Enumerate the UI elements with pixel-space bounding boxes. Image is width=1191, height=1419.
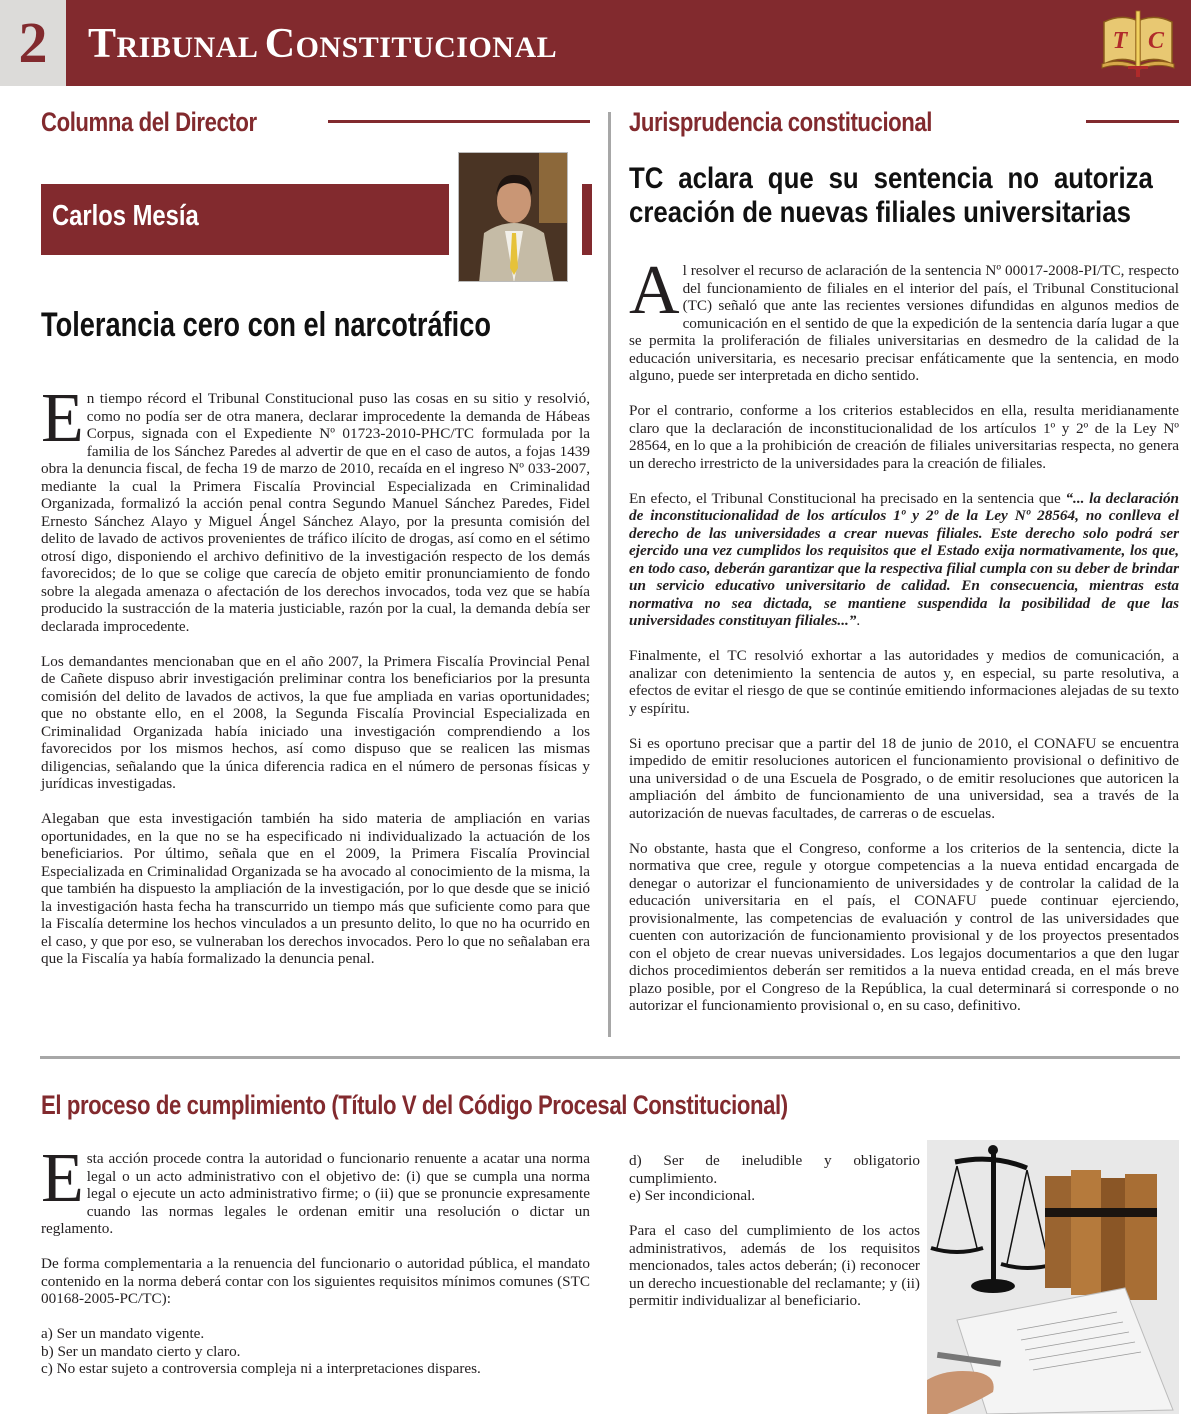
article-body-director: [41, 380, 590, 985]
requirement-item: a) Ser un mandato vigente.: [41, 1325, 205, 1342]
section-title-jurisprudence: Jurisprudencia constitucional: [629, 107, 933, 137]
justice-scales-books-photo: [927, 1140, 1179, 1414]
article-paragraph: Para el caso del cumplimiento de los actos administrativos, además de los requisitos mencionados, tales actos deberán; (i) reconocer un derecho incuestionable del reclamante; y (ii) permitir individualizar al beneficiario.: [629, 1222, 920, 1309]
article-headline-narcotrafico: Tolerancia cero con el narcotráfico: [41, 306, 491, 344]
article-paragraph: De forma complementaria a la renuencia del funcionario o autoridad pública, el mandato contenido en la norma deberá contar con los siguientes requisitos mínimos comunes (STC 00168-2005-PC/TC):: [41, 1255, 590, 1307]
masthead: [0, 0, 1191, 86]
person-portrait-icon: [459, 153, 568, 282]
author-portrait: [458, 152, 568, 282]
article-paragraph: Los demandantes mencionaban que en el año 2007, la Primera Fiscalía Provincial Penal de Cañete dispuso abrir investigación preliminar contra los beneficiarios por la presunta comisión del delito de lavados de activos, la que fue ampliada en varias oportunidades; que no obstante ello, en el 2008, la Segunda Fiscalía Provincial Especializada en Criminalidad Organizada había iniciado una investigación comprendiendo a los favorecidos por los mismos hechos, así como dispuso que se realicen las mismas diligencias, señalando que la única diferencia radica en el número de personas físicas y jurídicas investigadas.: [41, 652, 590, 792]
requirements-list-continued: [629, 1152, 920, 1205]
article-paragraph: Alegaban que esta investigación también ha sido materia de ampliación en varias oportunidades, en la que no se ha especificado ni individualizado la actuación de los beneficiarios. Por último, señala que en el 2009, la Primera Fiscalía Provincial Especializada en Criminalidad Organizada se ha avocado al conocimiento de la misma, la que también ha dispuesto la ampliación de la investigación, por lo que desde que se inició la investigación hasta fecha ha transcurrido un tiempo más que suficiente como para que la Fiscalía determine los hechos vinculados a un presunto delito, lo que no ha ocurrido en el caso, y que por eso, se vulneraban los derechos invocados. Pero lo que no señalaban era que la Fiscalía ya había formalizado la denuncia penal.: [41, 810, 590, 967]
article-paragraph: Esta acción procede contra la autoridad o funcionario renuente a acatar una norma legal o un acto administrativo con el objetivo de: (i) que se cumpla una norma legal o ejecute un acto administrativo firme; o (ii) que se pronuncie expresamente cuando las normas legales le ordenan emitir una resolución o dictar un reglamento.: [41, 1140, 590, 1237]
page-number-box: [0, 0, 66, 86]
scales-of-justice-books-document-icon: [927, 1140, 1179, 1414]
requirements-list: [41, 1325, 590, 1378]
article-paragraph: Finalmente, el TC resolvió exhortar a las autoridades y medios de comunicación, a analizar con detenimiento la sentencia de autos y, en especial, su parte resolutiva, a efectos de evitar el riesgo de que se continúe emitiendo informaciones alejadas de su texto y espíritu.: [629, 647, 1179, 717]
tc-logo-icon: [1098, 8, 1178, 78]
article-paragraph: Si es oportuno precisar que a partir del 18 de junio de 2010, el CONAFU se encuentra impedido de emitir resoluciones autoricen el funcionamiento provisional o definitivo de una universidad o de una Escuela de Posgrado, o de emitir resoluciones que autoricen la ampliación del ámbito de funcionamiento de una universidad, sea a través de la autorización de nuevas facultades, de carreras o de escuelas.: [629, 734, 1179, 822]
publication-title: TRIBUNAL CONSTITUCIONAL: [88, 21, 558, 67]
horizontal-divider: [40, 1056, 1180, 1059]
dropcap: E: [41, 1140, 84, 1217]
section-title-rule: [1086, 120, 1179, 123]
article-headline-line1: TC aclara que su sentencia no autoriza: [629, 162, 1153, 195]
requirement-item: b) Ser un mandato cierto y claro.: [41, 1342, 241, 1360]
article-paragraph: Al resolver el recurso de aclaración de la sentencia Nº 00017-2008-PI/TC, respecto del funcionamiento de filiales en el interior del país, el Tribunal Constitucional (TC) señaló que ante las recientes versiones difundidas en algunos medios de comunicación en el sentido de que la expedición de la sentencia daría lugar a que se permita la proliferación de filiales universitarias en desmedro de la calidad de la educación universitaria, es necesario precisar enfáticamente que la sentencia, en modo alguno, puede ser interpretada en dicho sentido.: [629, 252, 1179, 384]
section-title-compliance: El proceso de cumplimiento (Título V del Código Procesal Constitucional): [41, 1090, 788, 1120]
author-name-bar-end: [582, 184, 592, 255]
dropcap: A: [629, 252, 680, 329]
article-body-compliance-left: [41, 1140, 590, 1395]
author-name: Carlos Mesía: [52, 200, 199, 232]
article-headline-line2: creación de nuevas filiales universitarias: [629, 196, 1131, 229]
requirement-item: d) Ser de ineludible y obligatorio cumplimiento.: [629, 1152, 920, 1187]
article-paragraph: No obstante, hasta que el Congreso, conforme a los criterios de la sentencia, dicte la normativa que cree, regule y otorgue competencias a la nueva entidad encargada de denegar o autorizar el funcionamiento de universidades y de controlar la calidad de la educación universitaria en el país, el CONAFU puede continuar ejerciendo, provisionalmente, las competencias de evaluación y control de las universidades que cuenten con autorización de funcionamiento provisional y de los proyectos presentados con el objeto de crear nuevas universidades. Los legajos documentarios a que den lugar dichos procedimientos deberán ser remitidos a la nueva entidad creada, en el más breve plazo posible, por el Congreso de la República, la cual determinará si corresponde o no autorizar el funcionamiento provisional o, en su caso, definitivo.: [629, 839, 1179, 1014]
article-paragraph: En tiempo récord el Tribunal Constitucional puso las cosas en su sitio y resolvió, como no podía ser de otra manera, declarar improcedente la demanda de Hábeas Corpus, signada con el Expediente Nº 01723-2010-PHC/TC formulada por la familia de los Sánchez Paredes al advertir de que en el caso de autos, a fojas 1439 obra la denuncia fiscal, de fecha 19 de marzo de 2010, recaída en el ingreso Nº 033-2007, mediante la cual la Primera Fiscalía Provincial Especializada en Criminalidad Organizada, formalizó la acción penal contra Segundo Manuel Sánchez Paredes, Fidel Ernesto Sánchez Alayo y Miguel Ángel Sánchez Alayo, por la presunta comisión del delito de lavado de activos provenientes de tráfico ilícito de drogas, así como en el sétimo otrosí digo, disponiendo el archivo definitivo de la investigación respecto de los demás favorecidos; de lo que se colige que carecía de objeto emitir pronunciamiento de fondo sobre la alegada amenaza o afectación de los derechos invocados, toda vez que se había producido la sustracción de la materia justiciable, razón por la cual, la demanda debía ser declarada improcedente.: [41, 380, 590, 635]
dropcap: E: [41, 380, 84, 457]
section-title-rule: [328, 120, 590, 123]
page-number: 2: [18, 10, 48, 75]
section-title-director-column: Columna del Director: [41, 107, 257, 137]
article-body-jurisprudence: [629, 252, 1179, 1032]
requirement-item: c) No estar sujeto a controversia compleja ni a interpretaciones dispares.: [41, 1360, 481, 1377]
article-paragraph: En efecto, el Tribunal Constitucional ha precisado en la sentencia que “... la declaración de inconstitucionalidad de los artículos 1º y 2º de la Ley Nº 28564, no conlleva el derecho de las universidades a crear nuevas filiales. Este derecho solo podrá ser ejercido una vez cumplidos los requisitos que el Estado exija normativamente, los que, en todo caso, deberán garantizar que la respectiva filial cumpla con su deber de brindar un servicio educativo universitario de calidad. En consecuencia, mientras esta normativa no sea dictada, se mantiene suspendida la posibilidad de que las universidades constituyan filiales...”.: [629, 489, 1179, 629]
svg-text:T: T: [1112, 28, 1128, 54]
svg-text:C: C: [1147, 28, 1165, 54]
article-paragraph: Por el contrario, conforme a los criterios establecidos en ella, resulta meridianamente claro que la declaración de inconstitucionalidad de los artículos 1º y 2º de la Ley Nº 28564, en lo que a la prohibición de creación de filiales universitarias respecta, no genera un derecho irrestricto de la universidades para la creación de filiales.: [629, 402, 1179, 472]
column-divider: [608, 112, 611, 1037]
requirement-item: e) Ser incondicional.: [629, 1187, 756, 1204]
article-body-compliance-right: [629, 1152, 920, 1327]
court-quote: “... la declaración de inconstitucionalidad de los artículos 1º y 2º de la Ley Nº 28564, no conlleva el derecho de las universidades a crear nuevas filiales. Este derecho solo podrá ser ejercido una vez cumplidos los requisitos que el Estado exija normativamente, los que, en todo caso, deberán garantizar que la respectiva filial cumpla con su deber de brindar un servicio educativo universitario de calidad. En consecuencia, mientras esta normativa no sea dictada, se mantiene suspendida la posibilidad de que las universidades constituyan filiales...”: [629, 489, 1179, 629]
